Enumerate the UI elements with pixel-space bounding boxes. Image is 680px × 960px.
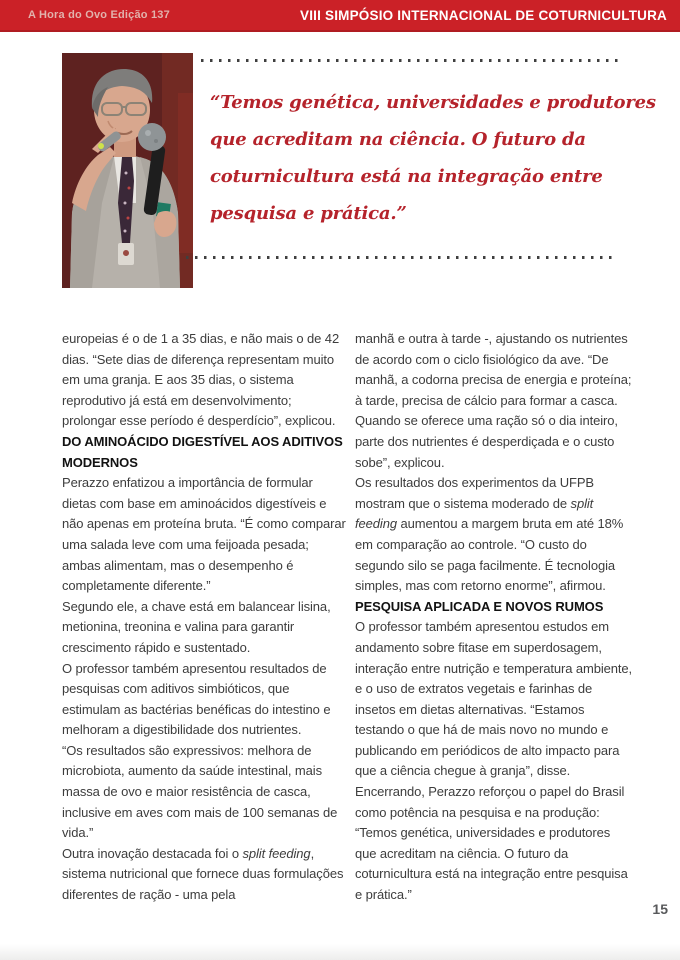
text-run: DO AMINOÁCIDO DIGESTÍVEL AOS ADITIVOS MODERNOS	[62, 433, 343, 470]
dotted-divider-top	[201, 59, 618, 62]
text-run: , sistema nutricional que fornece duas formulações diferentes de ração - uma pela	[62, 845, 344, 903]
pull-quote-line: coturnicultura está na integração entre	[210, 166, 603, 187]
text-run: PESQUISA APLICADA E NOVOS RUMOS	[355, 598, 604, 614]
text-run: Segundo ele, a chave está em balancear lisina, metionina, treonina e valina para garantir crescimento rápido e sustentado.	[62, 598, 331, 655]
body-paragraph	[355, 329, 633, 473]
body-paragraph	[62, 844, 348, 906]
page-bottom-edge	[0, 944, 680, 960]
text-run: O professor também apresentou estudos em andamento sobre fitase em superdosagem, interação entre nutrição e temperatura ambiente, e o uso de extratos vegetais e farinhas de insetos em dietas alternativas. “Estamos testando o que há de mais novo no mundo e publicando em periódicos de alto impacto para que a ciência chegue à granja”, disse.	[355, 619, 633, 779]
speaker-photo-illustration	[62, 53, 193, 288]
body-paragraph	[355, 473, 633, 597]
edition-label: A Hora do Ovo Edição 137	[28, 9, 170, 21]
pull-quote-line: “Temos genética, universidades e produtores	[210, 92, 656, 113]
text-run: Os resultados dos experimentos da UFPB mostram que o sistema moderado de	[355, 475, 594, 511]
italic-term: split feeding	[242, 845, 311, 861]
body-paragraph	[62, 329, 348, 432]
left-column	[62, 329, 348, 906]
text-run: Outra inovação destacada foi o	[62, 845, 243, 861]
header-title: VIII SIMPÓSIO INTERNACIONAL DE COTURNICULTURA	[299, 7, 667, 23]
text-run: Perazzo enfatizou a importância de formular dietas com base em aminoácidos digestíveis e não apenas em proteína bruta. “É como comparar uma salada leve com uma feijoada pesada; ambas alimentam, mas o desempenho é completamente diferente.”	[62, 475, 346, 594]
body-paragraph	[62, 597, 348, 659]
text-run: aumentou a margem bruta em até 18% em comparação ao controle. “O custo do segundo silo se paga facilmente. É tecnologia simples, mas com retorno enorme”, afirmou.	[355, 516, 624, 594]
body-paragraph	[355, 617, 633, 782]
pull-quote-line: que acreditam na ciência. O futuro da	[210, 129, 586, 150]
text-run: europeias é o de 1 a 35 dias, e não mais o de 42 dias. “Sete dias de diferença representam muito em uma granja. E aos 35 dias, o sistema reprodutivo já está em desenvolvimento; prolongar esse período é desperdício”, explicou.	[62, 331, 340, 429]
right-column	[355, 329, 633, 906]
body-paragraph	[355, 782, 633, 906]
text-run: Encerrando, Perazzo reforçou o papel do Brasil como potência na pesquisa e na produção: “Temos genética, universidades e produtores que acreditam na ciência. O futuro da coturnicultura está na integração entre pesquisa e prática.”	[355, 784, 628, 903]
text-run: manhã e outra à tarde -, ajustando os nutrientes de acordo com o ciclo fisiológico da ave. “De manhã, a codorna precisa de energia e proteína; à tarde, precisa de cálcio para formar a casca. Quando se oferece uma ração só o dia inteiro, parte dos nutrientes é desperdiçada e o custo sobe”, explicou.	[355, 331, 632, 470]
pull-quote	[210, 84, 656, 232]
body-paragraph	[62, 659, 348, 741]
text-run: O professor também apresentou resultados de pesquisas com aditivos simbióticos, que estimulam as bactérias benéficas do intestino e melhoram a digestibilidade dos nutrientes.	[62, 660, 331, 738]
speaker-photo	[62, 53, 193, 288]
section-heading	[62, 432, 348, 473]
body-paragraph	[62, 741, 348, 844]
page-number: 15	[652, 901, 668, 917]
body-paragraph	[62, 473, 348, 597]
section-heading	[355, 597, 633, 618]
page-header	[0, 0, 680, 32]
text-run: “Os resultados são expressivos: melhora de microbiota, aumento da saúde intestinal, mais massa de ovo e maior resistência de casca, inclusive em aves com mais de 100 semanas de vida.”	[62, 742, 338, 841]
dotted-divider-bottom	[186, 256, 618, 259]
italic-term: split feeding	[355, 495, 594, 532]
pull-quote-line: pesquisa e prática.”	[210, 203, 407, 224]
